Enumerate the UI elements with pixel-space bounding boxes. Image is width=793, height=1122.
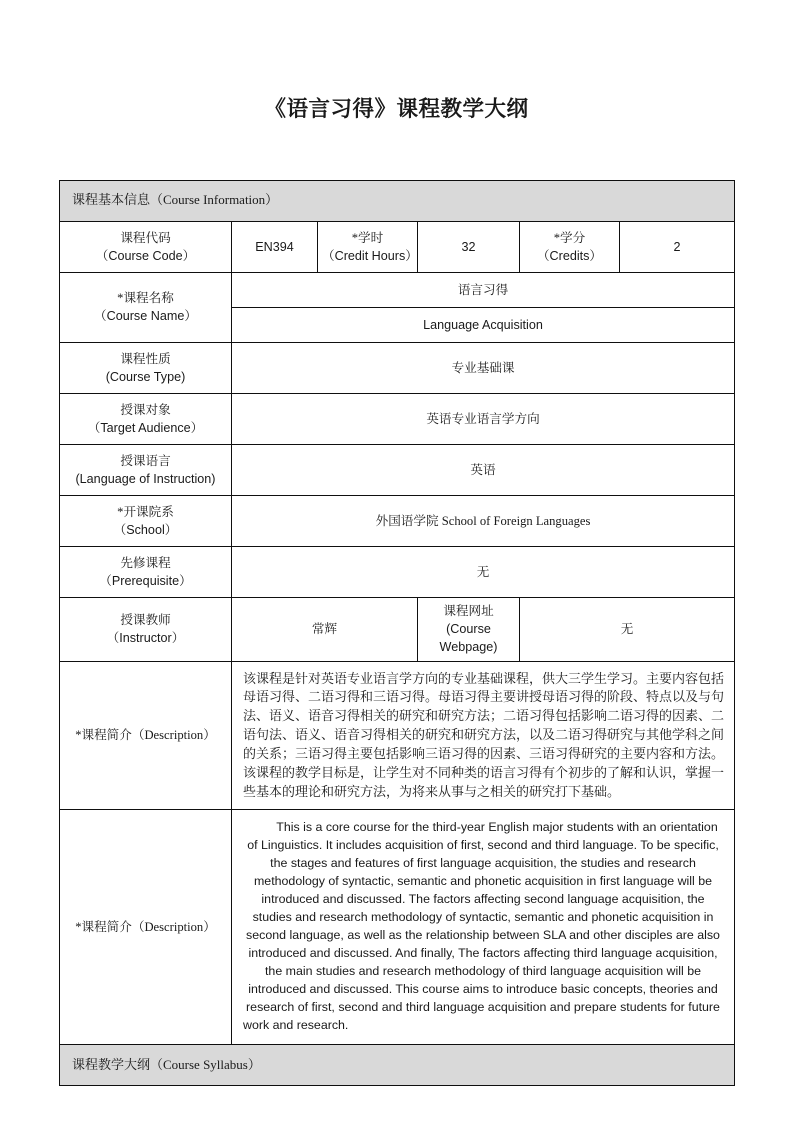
label-target-audience <box>60 393 232 444</box>
label-course-type-en: (Course Type) <box>105 369 186 384</box>
table-row-instructor-webpage <box>60 597 735 661</box>
label-target-audience-en: （Target Audience） <box>87 420 204 435</box>
value-course-name-en: Language Acquisition <box>232 307 735 342</box>
table-row-target-audience <box>60 393 735 444</box>
label-credits-en: （Credits） <box>536 248 603 263</box>
label-course-code-en: （Course Code） <box>95 248 196 263</box>
page-title: 《语言习得》课程教学大纲 <box>264 97 529 121</box>
label-language-of-instruction-cn: 授课语言 <box>120 453 171 468</box>
label-prerequisite <box>60 546 232 597</box>
label-instructor-cn: 授课教师 <box>120 612 171 627</box>
label-course-code <box>60 221 232 272</box>
label-credit-hours <box>318 221 418 272</box>
label-course-name-en: （Course Name） <box>94 309 197 324</box>
value-instructor: 常辉 <box>232 597 418 661</box>
label-school <box>60 495 232 546</box>
label-school-en: （School） <box>113 522 178 537</box>
label-course-webpage-cn: 课程网址 <box>443 603 494 618</box>
label-description-cn: *课程简介（Description） <box>60 661 232 810</box>
label-instructor <box>60 597 232 661</box>
label-course-code-cn: 课程代码 <box>120 230 171 245</box>
label-description-en: *课程简介（Description） <box>60 810 232 1045</box>
label-course-webpage <box>418 597 520 661</box>
course-information-table <box>59 180 735 1086</box>
table-row-prerequisite <box>60 546 735 597</box>
label-school-cn: *开课院系 <box>117 504 174 519</box>
table-row-code-hours-credits <box>60 221 735 272</box>
value-credits: 2 <box>620 221 735 272</box>
table-row-course-type <box>60 342 735 393</box>
value-school: 外国语学院 School of Foreign Languages <box>232 495 735 546</box>
table-row-course-name-cn <box>60 272 735 307</box>
label-course-webpage-en: (Course Webpage) <box>439 622 498 655</box>
label-course-name-cn: *课程名称 <box>117 291 174 306</box>
label-prerequisite-cn: 先修课程 <box>120 555 171 570</box>
table-row-description-en <box>60 810 735 1045</box>
section-header-course-syllabus: 课程教学大纲（Course Syllabus） <box>60 1045 735 1086</box>
table-row-school <box>60 495 735 546</box>
value-prerequisite: 无 <box>232 546 735 597</box>
value-course-name-cn: 语言习得 <box>232 272 735 307</box>
value-credit-hours: 32 <box>418 221 520 272</box>
label-credits-cn: *学分 <box>553 230 586 245</box>
value-course-type: 专业基础课 <box>232 342 735 393</box>
value-description-cn: 该课程是针对英语专业语言学方向的专业基础课程，供大三学生学习。主要内容包括母语习得、二语习得和三语习得。母语习得主要讲授母语习得的阶段、特点以及与句法、语义、语音习得相关的研究和研究方法；二语习得包括影响二语习得的因素、二语句法、语义、语音习得相关的研究和研究方法，以及二语习得研究与其他学科之间的关系；三语习得主要包括影响三语习得的因素、三语习得研究的主要内容和方法。该课程的教学目标是，让学生对不同种类的语言习得有个初步的了解和认识，掌握一些基本的理论和研究方法，为将来从事与之相关的研究打下基础。 <box>232 661 735 810</box>
value-course-webpage: 无 <box>520 597 735 661</box>
label-course-type-cn: 课程性质 <box>120 351 171 366</box>
section-header-course-information: 课程基本信息（Course Information） <box>60 180 735 221</box>
table-row-language-of-instruction <box>60 444 735 495</box>
label-target-audience-cn: 授课对象 <box>120 402 171 417</box>
label-language-of-instruction <box>60 444 232 495</box>
table-row-section-header-course-information <box>60 180 735 221</box>
value-course-code: EN394 <box>232 221 318 272</box>
value-description-en: This is a core course for the third-year English major students with an orientation of Linguistics. It includes acquisition of first, second and third language. To be specific, the stages and features of first language acquisition, the studies and research methodology of syntactic, semantic and phonetic acquisition in first language will be introduced and discussed. The factors affecting second language acquisition, the studies and research methodology of syntactic, semantic and phonetic acquisition in second language, as well as the relationship between SLA and other disciples are also introduced and discussed. And finally, The factors affecting third language acquisition, the main studies and research methodology of third language acquisition will be introduced and discussed. This course aims to introduce basic concepts, theories and research of first, second and third language acquisition and prepare students for future work and research. <box>232 810 735 1045</box>
label-credit-hours-en: （Credit Hours） <box>322 248 418 263</box>
label-course-name <box>60 272 232 342</box>
label-prerequisite-en: （Prerequisite） <box>99 573 192 588</box>
label-language-of-instruction-en: (Language of Instruction) <box>75 471 216 486</box>
label-credits <box>520 221 620 272</box>
label-course-type <box>60 342 232 393</box>
table-row-description-cn <box>60 661 735 810</box>
table-row-section-header-course-syllabus <box>60 1045 735 1086</box>
label-instructor-en: （Instructor） <box>106 631 185 646</box>
value-language-of-instruction: 英语 <box>232 444 735 495</box>
value-target-audience: 英语专业语言学方向 <box>232 393 735 444</box>
label-credit-hours-cn: *学时 <box>351 230 384 245</box>
